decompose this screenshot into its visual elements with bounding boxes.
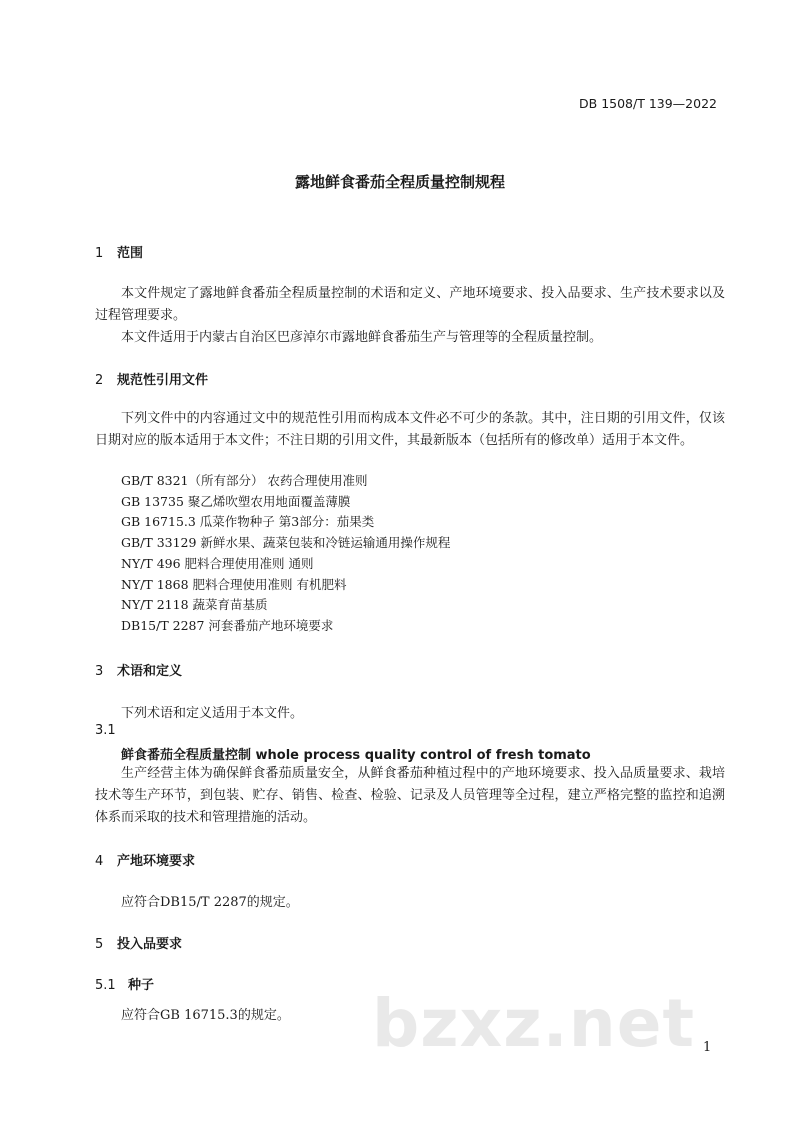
- paragraph: 本文件规定了露地鲜食番茄全程质量控制的术语和定义、产地环境要求、投入品要求、生产技术要求以及过程管理要求。: [95, 286, 725, 323]
- section-2-heading: [95, 369, 208, 388]
- subsection-5-1-heading: [95, 974, 154, 993]
- section-3-intro: 下列术语和定义适用于本文件。: [121, 706, 304, 721]
- reference-item: GB/T 33129 新鲜水果、蔬菜包装和冷链运输通用操作规程: [121, 535, 451, 551]
- section-1-heading: [95, 242, 143, 261]
- section-title: 投入品要求: [117, 937, 183, 952]
- section-title: 范围: [117, 246, 144, 261]
- section-4-heading: [95, 850, 195, 869]
- section-number: 2: [95, 373, 104, 388]
- term-title: 鲜食番茄全程质量控制 whole process quality control of fresh tomato: [121, 748, 591, 763]
- reference-list: [121, 471, 450, 637]
- reference-item: GB 16715.3 瓜菜作物种子 第3部分：茄果类: [121, 514, 375, 530]
- section-title: 规范性引用文件: [117, 373, 209, 388]
- paragraph: 生产经营主体为确保鲜食番茄质量安全，从鲜食番茄种植过程中的产地环境要求、投入品质量要求、栽培技术等生产环节，到包装、贮存、销售、检查、检验、记录及人员管理等全过程，建立严格完整的监控和追溯体系而采取的技术和管理措施的活动。: [95, 766, 725, 825]
- section-1-body: [95, 283, 725, 349]
- reference-item: GB 13735 聚乙烯吹塑农用地面覆盖薄膜: [121, 493, 351, 509]
- section-number: 5: [95, 937, 104, 952]
- reference-item: NY/T 1868 肥料合理使用准则 有机肥料: [121, 576, 347, 592]
- section-number: 3: [95, 664, 104, 679]
- subsection-5-1-text: 应符合GB 16715.3的规定。: [121, 1008, 290, 1023]
- section-title: 术语和定义: [117, 664, 183, 679]
- paragraph: 下列文件中的内容通过文中的规范性引用而构成本文件必不可少的条款。其中，注日期的引用文件，仅该日期对应的版本适用于本文件；不注日期的引用文件，其最新版本（包括所有的修改单）适用于本文件。: [95, 411, 725, 448]
- section-number: 1: [95, 246, 104, 261]
- reference-item: NY/T 496 肥料合理使用准则 通则: [121, 555, 314, 571]
- term-number: 3.1: [95, 723, 116, 738]
- section-5-heading: [95, 933, 182, 952]
- section-2-intro: [95, 408, 725, 452]
- subsection-title: 种子: [128, 978, 155, 993]
- reference-item: GB/T 8321（所有部分） 农药合理使用准则: [121, 473, 368, 488]
- section-number: 4: [95, 854, 104, 869]
- watermark: bzxz.net: [372, 985, 696, 1062]
- section-3-heading: [95, 660, 182, 679]
- reference-item: NY/T 2118 蔬菜育苗基质: [121, 597, 268, 613]
- document-title: 露地鲜食番茄全程质量控制规程: [294, 173, 505, 191]
- section-title: 产地环境要求: [117, 854, 196, 869]
- paragraph: 本文件适用于内蒙古自治区巴彦淖尔市露地鲜食番茄生产与管理等的全程质量控制。: [121, 330, 603, 345]
- section-4-text: 应符合DB15/T 2287的规定。: [121, 895, 299, 910]
- subsection-number: 5.1: [95, 978, 116, 993]
- term-definition: [95, 763, 725, 829]
- page-number: 1: [703, 1040, 712, 1055]
- reference-item: DB15/T 2287 河套番茄产地环境要求: [121, 617, 334, 633]
- doc-number: DB 1508/T 139—2022: [579, 96, 717, 111]
